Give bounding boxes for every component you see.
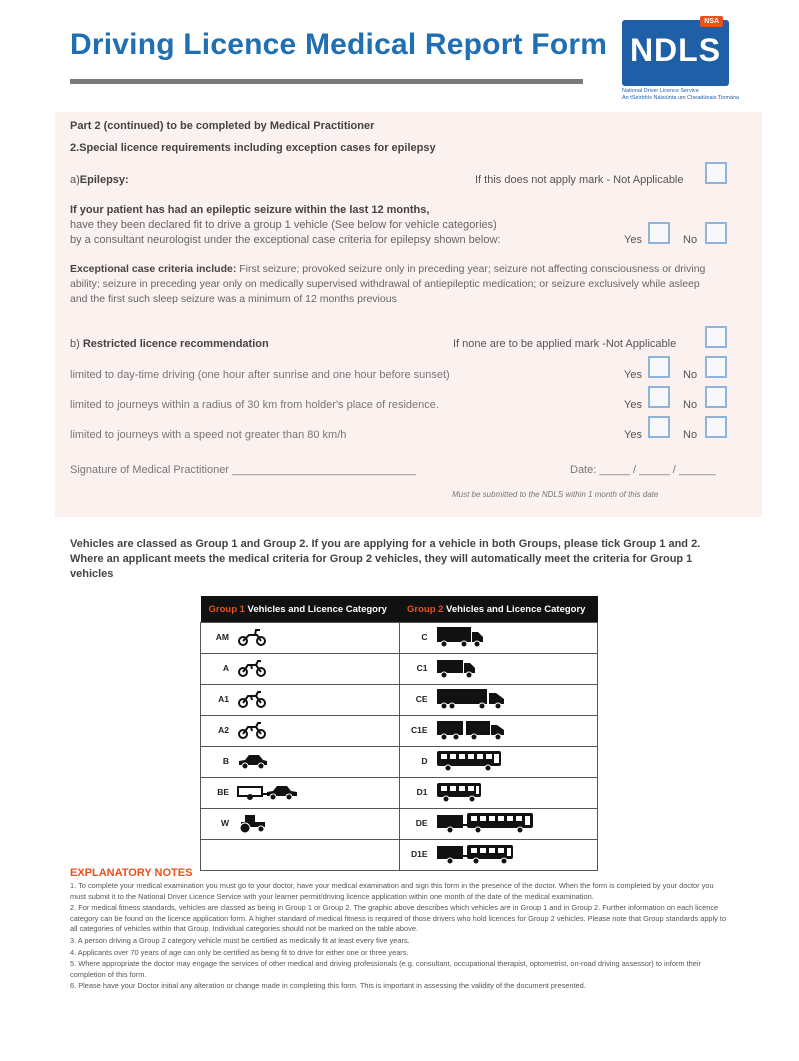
group1-header-prefix: Group 1: [208, 603, 245, 615]
motorcycle-icon: [237, 690, 267, 710]
group2-header-rest: Vehicles and Licence Category: [443, 603, 586, 615]
truck-icon: [436, 626, 484, 650]
group2-cell[interactable]: [399, 623, 598, 654]
date-label: Date:: [570, 464, 597, 476]
table-row: [201, 840, 598, 871]
note-item: 3. A person driving a Group 2 category vehicle must be certified as medically fit at least every five years.: [70, 935, 410, 945]
group1-cell[interactable]: [201, 778, 400, 809]
minibus-icon: [436, 781, 482, 805]
part2-heading: Part 2 (continued) to be completed by Medical Practitioner: [70, 120, 375, 132]
tractor-icon: [237, 813, 267, 835]
restriction-radius-no-label: No: [683, 399, 698, 411]
table-row: [201, 809, 598, 840]
bus-trailer-icon: [436, 812, 536, 836]
criteria-label: Exceptional case criteria include:: [70, 263, 237, 275]
truck-trailer-icon: [436, 719, 506, 743]
notes-title: EXPLANATORY NOTES: [70, 867, 193, 879]
part2-panel: [55, 112, 762, 517]
group1-cell[interactable]: [201, 809, 400, 840]
restricted-na-text: If none are to be applied mark -Not Applicable: [453, 338, 677, 350]
page-title: Driving Licence Medical Report Form: [70, 28, 608, 61]
vehicle-group-intro: Vehicles are classed as Group 1 and Group 2. If you are applying for a vehicle in both Groups, please tick Group 1 and 2. Where an applicant meets the medical criteria for Group 2 vehicles, they will automatically meet the criteria for Group 1 vehicles: [70, 538, 701, 580]
group2-cell[interactable]: [399, 778, 598, 809]
category-code: D1: [416, 787, 428, 798]
restriction-radius: limited to journeys within a radius of 30 km from holder's place of residence.: [70, 399, 439, 411]
group2-cell[interactable]: [399, 716, 598, 747]
category-code: D: [421, 756, 428, 767]
articulated-truck-icon: [436, 688, 506, 712]
submit-note: Must be submitted to the NDLS within 1 month of this date: [452, 490, 659, 499]
epilepsy-label-text: Epilepsy:: [79, 174, 129, 186]
group2-cell[interactable]: [399, 840, 598, 871]
minibus-trailer-icon: [436, 843, 516, 867]
ndls-logo: [622, 20, 729, 86]
explanatory-notes: [70, 881, 730, 993]
group2-cell[interactable]: [399, 747, 598, 778]
restriction-daytime-yes-label: Yes: [624, 369, 642, 381]
part2-subheading: 2.Special licence requirements including exception cases for epilepsy: [70, 142, 436, 154]
restricted-prefix: b): [70, 338, 80, 350]
category-code: A2: [218, 725, 229, 736]
bus-icon: [436, 750, 502, 774]
restriction-speed-no-checkbox[interactable]: [705, 416, 727, 438]
epilepsy-na-text: If this does not apply mark - Not Applicable: [475, 174, 684, 186]
restriction-radius-yes-label: Yes: [624, 399, 642, 411]
epilepsy-no-label: No: [683, 234, 698, 246]
restriction-speed-no-label: No: [683, 429, 698, 441]
table-header-row: [201, 596, 598, 623]
restriction-daytime-no-label: No: [683, 369, 698, 381]
group2-header-prefix: Group 2: [407, 603, 444, 615]
table-row: [201, 747, 598, 778]
note-item: 4. Applicants over 70 years of age can only be certified as being fit to drive for either one or three years.: [70, 947, 409, 957]
category-code: C1E: [410, 725, 428, 736]
restriction-radius-no-checkbox[interactable]: [705, 386, 727, 408]
category-code: C: [421, 632, 428, 643]
signature-field[interactable]: [70, 464, 416, 476]
vehicle-category-table: [200, 596, 598, 871]
category-code: A1: [218, 694, 229, 705]
motorcycle-icon: [237, 659, 267, 679]
exceptional-criteria: [70, 262, 720, 307]
category-code: BE: [217, 787, 229, 798]
note-item: 5. Where appropriate the doctor may engage the services of other medical and driving professionals (e.g. consultant, occupational therapist, optometrist, on-road driving assessor) to inform their completion of this form.: [70, 959, 701, 979]
epilepsy-na-checkbox[interactable]: [705, 162, 727, 184]
logo-subtitle-ga: An tSeirbhís Náisiúnta um Cheadúnais Tiomána: [622, 95, 740, 101]
motorcycle-icon: [237, 721, 267, 741]
category-code: CE: [415, 694, 428, 705]
group2-cell[interactable]: [399, 654, 598, 685]
group1-header: [201, 596, 400, 623]
logo-subtitle: [622, 88, 742, 102]
car-trailer-icon: [237, 783, 299, 803]
note-item: 1. To complete your medical examination you must go to your doctor, have your medical examination and sign this form in the presence of the doctor. When the form is completed by your doctor you must submit it to the National Driver Licence Service with your learner permit/driving licence application within one month of the date of the medical examination.: [70, 881, 714, 901]
epilepsy-yes-label: Yes: [624, 234, 642, 246]
epilepsy-no-checkbox[interactable]: [705, 222, 727, 244]
restriction-daytime-yes-checkbox[interactable]: [648, 356, 670, 378]
group1-cell[interactable]: [201, 685, 400, 716]
group1-header-rest: Vehicles and Licence Category: [244, 603, 387, 615]
restriction-daytime-no-checkbox[interactable]: [705, 356, 727, 378]
epilepsy-label: [70, 174, 129, 186]
epilepsy-question-line3: by a consultant neurologist under the exceptional case criteria for epilepsy shown below:: [70, 234, 501, 246]
category-code: A: [222, 663, 229, 674]
group1-cell[interactable]: [201, 840, 400, 871]
table-row: [201, 654, 598, 685]
restricted-label: [70, 338, 269, 350]
restriction-speed-yes-checkbox[interactable]: [648, 416, 670, 438]
epilepsy-question-line2: have they been declared fit to drive a group 1 vehicle (See below for vehicle categories): [70, 219, 497, 231]
restriction-daytime: limited to day-time driving (one hour after sunrise and one hour before sunset): [70, 369, 450, 381]
note-item: 2. For medical fitness standards, vehicles are classed as being in Group 1 or Group 2. The graphic above describes which vehicles are in Group 1 and in Group 2. Further information on each licence category can be found on the licence application form. A higher standard of medical fitness is required of those drivers who hold licences for Group 2 vehicles. Please note that Group standards apply to all categories of vehicles within that Group. Individual categories should not be marked on the table above.: [70, 903, 727, 934]
group1-cell[interactable]: [201, 747, 400, 778]
category-code: C1: [416, 663, 428, 674]
restriction-speed: limited to journeys with a speed not greater than 80 km/h: [70, 429, 347, 441]
title-divider: [70, 79, 583, 84]
car-icon: [237, 752, 269, 772]
group2-cell[interactable]: [399, 685, 598, 716]
epilepsy-prefix: a): [70, 174, 80, 186]
restricted-na-checkbox[interactable]: [705, 326, 727, 348]
epilepsy-question-bold: If your patient has had an epileptic seizure within the last 12 months,: [70, 204, 430, 216]
small-truck-icon: [436, 657, 476, 681]
group2-header: [399, 596, 598, 623]
restriction-radius-yes-checkbox[interactable]: [648, 386, 670, 408]
table-row: [201, 716, 598, 747]
epilepsy-yes-checkbox[interactable]: [648, 222, 670, 244]
category-code: W: [220, 818, 229, 829]
restriction-speed-yes-label: Yes: [624, 429, 642, 441]
date-line: _____ / _____ / ______: [599, 464, 716, 476]
signature-line: ______________________________: [232, 464, 416, 476]
table-row: [201, 778, 598, 809]
table-row: [201, 685, 598, 716]
category-code: B: [222, 756, 229, 767]
logo-badge: NSA: [700, 16, 723, 27]
group2-cell[interactable]: [399, 809, 598, 840]
moped-icon: [237, 628, 267, 648]
date-field[interactable]: [570, 464, 716, 476]
logo-subtitle-en: National Driver Licence Service: [622, 88, 699, 94]
logo-text: NDLS: [629, 32, 722, 68]
restricted-label-text: Restricted licence recommendation: [82, 338, 269, 350]
group1-cell[interactable]: [201, 716, 400, 747]
criteria-text: First seizure; provoked seizure only in preceding year; seizure not affecting consciousness or driving ability; seizure in preceding year only on medically supervised withdrawal of antiepileptic medication; or seizure exclusively while asleep and the first such sleep seizure was a minimum of 12 months previous: [70, 263, 706, 305]
category-code: DE: [415, 818, 428, 829]
category-code: AM: [215, 632, 229, 643]
table-row: [201, 623, 598, 654]
group1-cell[interactable]: [201, 623, 400, 654]
signature-label: Signature of Medical Practitioner: [70, 464, 229, 476]
category-code: D1E: [410, 849, 428, 860]
group1-cell[interactable]: [201, 654, 400, 685]
note-item: 6. Please have your Doctor initial any alteration or change made in completing this form. This is important in assessing the validity of the document presented.: [70, 981, 586, 991]
